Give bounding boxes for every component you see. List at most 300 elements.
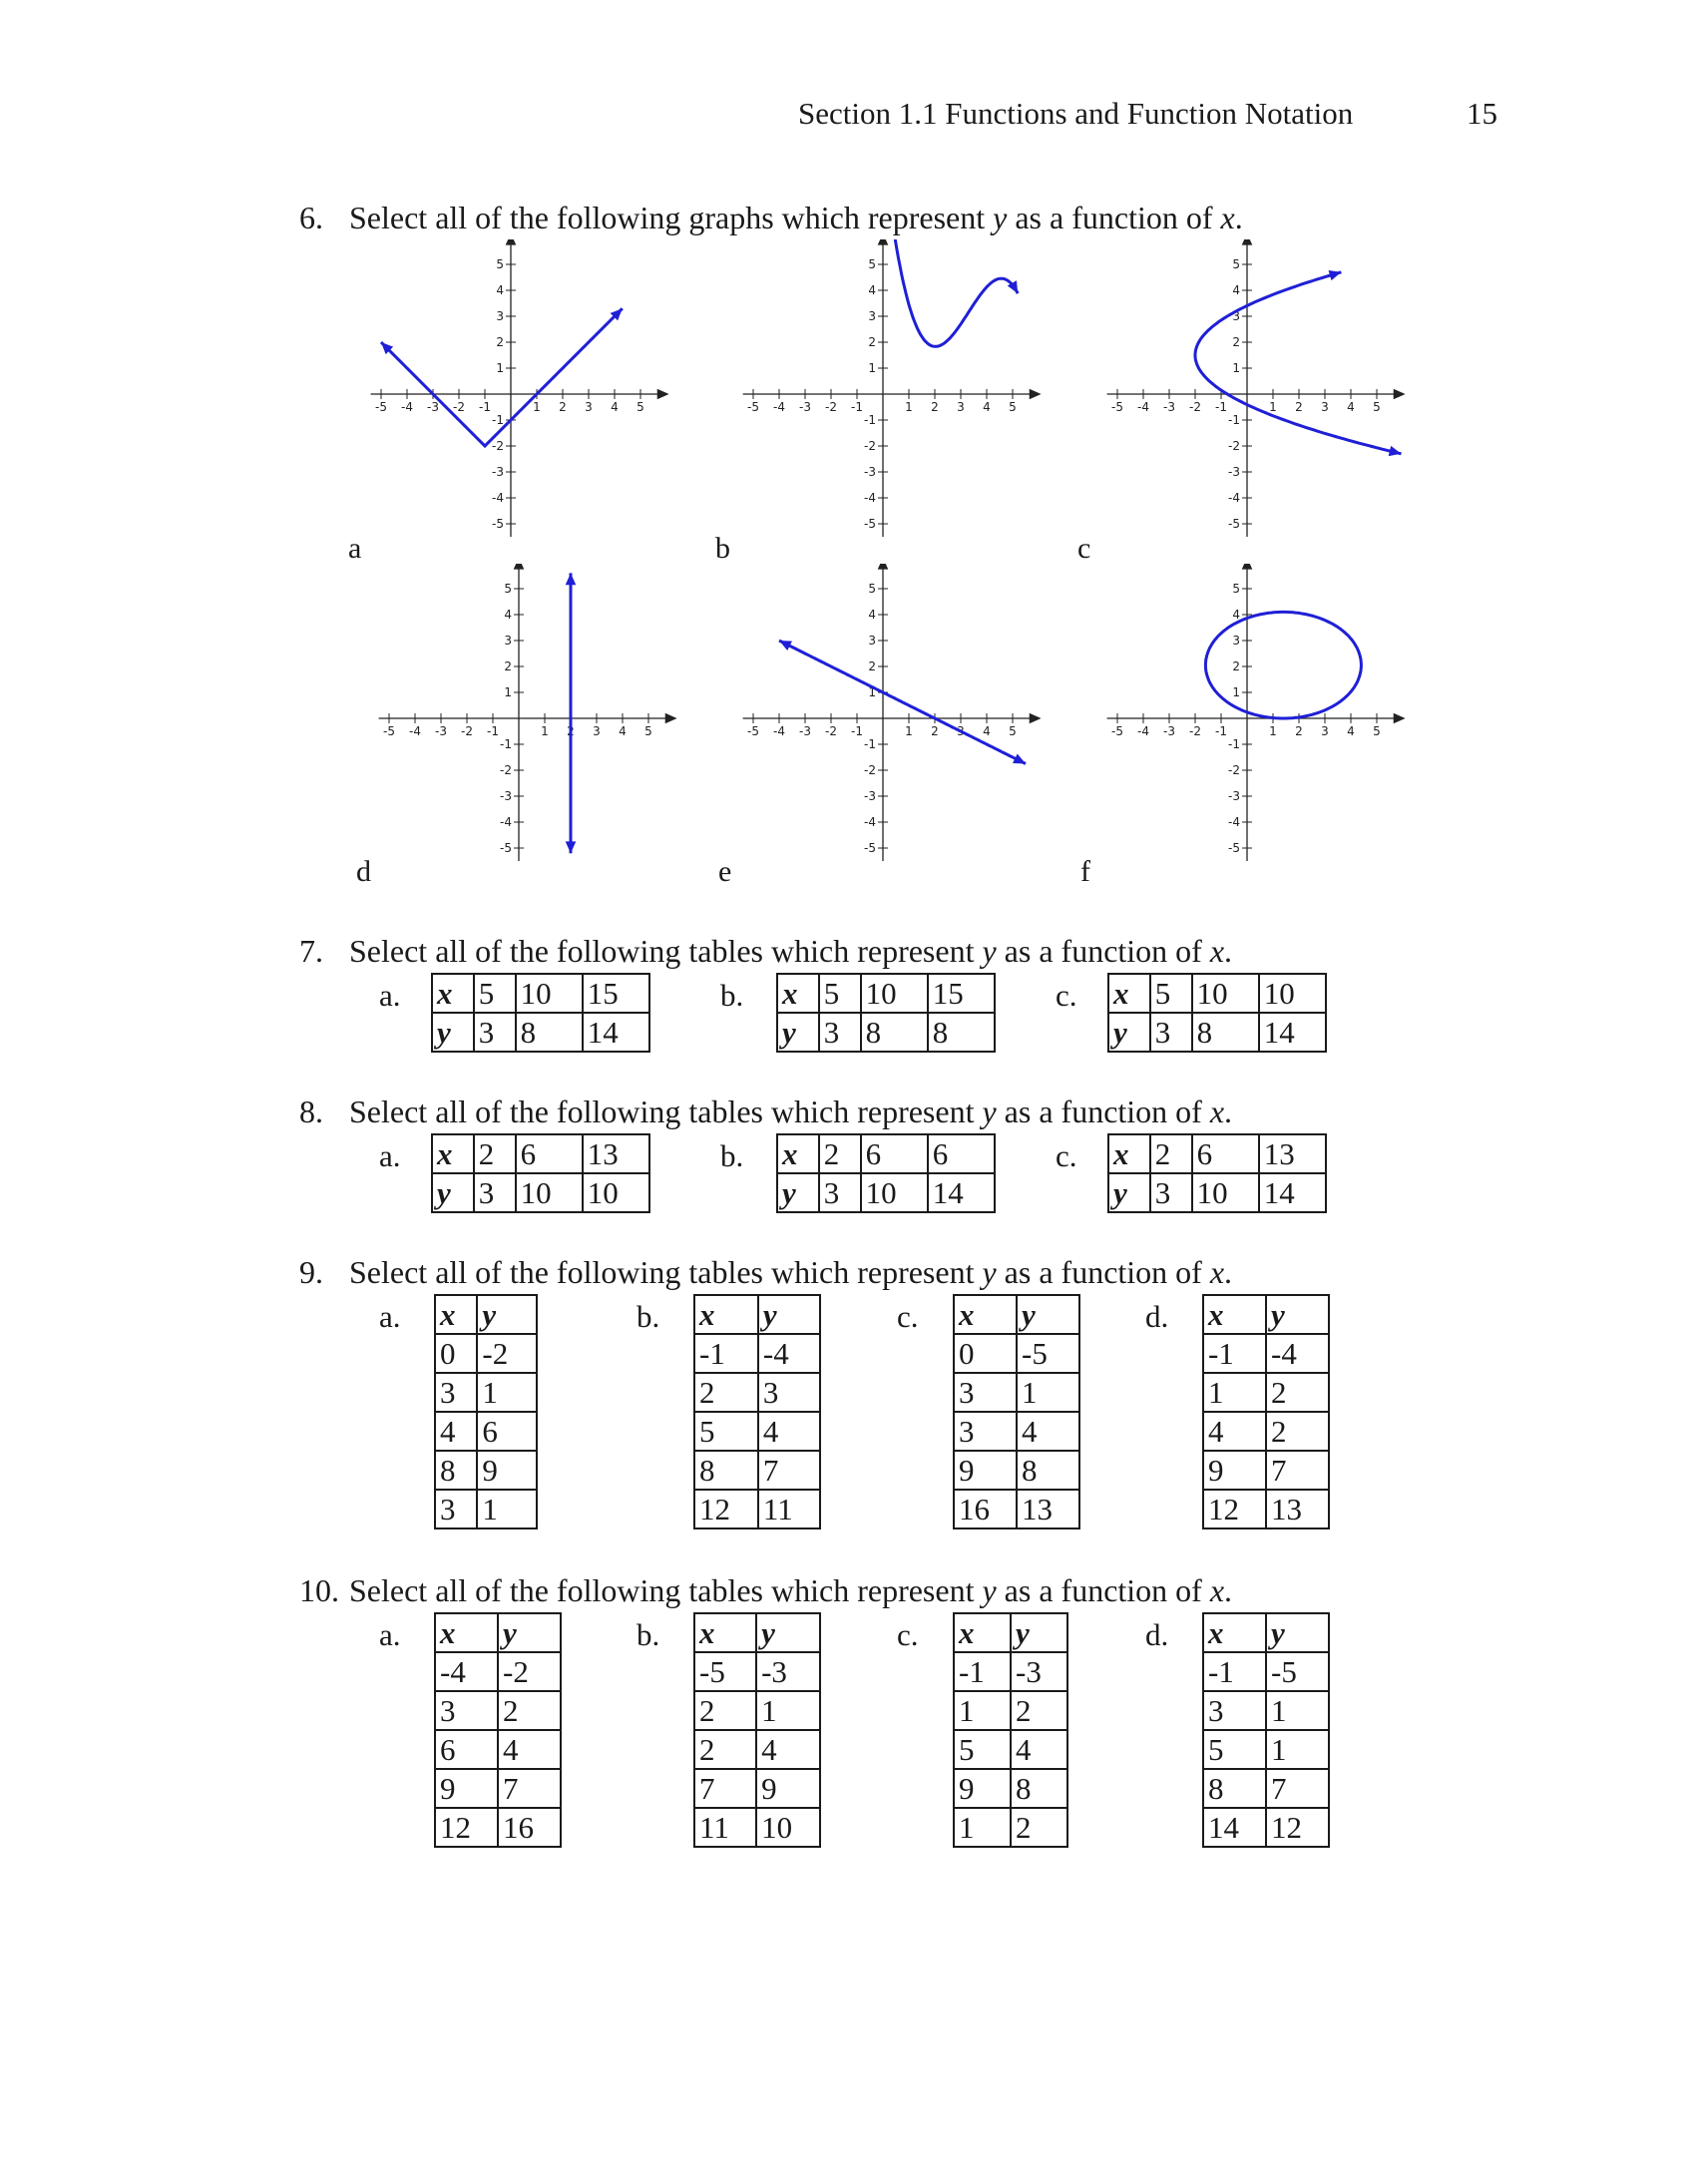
var-x: x	[1209, 1254, 1225, 1290]
table-row	[432, 1013, 649, 1052]
table-cell: 3	[819, 1173, 861, 1212]
table-cell: 2	[474, 1134, 516, 1173]
table-cell: 9	[954, 1451, 1017, 1490]
table-label: b.	[720, 978, 744, 1013]
page-number: 15	[1467, 96, 1497, 131]
table-cell: 4	[435, 1412, 477, 1451]
table-cell: 5	[1203, 1730, 1266, 1769]
sideways-parabola	[1195, 272, 1402, 454]
y-tick-label: 4	[1232, 608, 1240, 622]
y-tick-label: -4	[864, 491, 876, 505]
y-tick-label: -2	[492, 439, 504, 453]
table-label: a.	[379, 978, 401, 1013]
y-tick-label: -5	[1228, 517, 1240, 531]
table-header-row	[435, 1295, 537, 1334]
y-tick-label: -1	[1228, 737, 1240, 751]
question-number: 6.	[299, 200, 323, 235]
question-number: 10.	[299, 1572, 339, 1608]
y-tick-label: 5	[1232, 257, 1240, 271]
table-label: c.	[897, 1299, 919, 1334]
table-cell: 1	[1017, 1373, 1079, 1412]
table-cell: 8	[435, 1451, 477, 1490]
x-tick-label: 2	[1295, 400, 1303, 414]
table-cell: -1	[1203, 1652, 1266, 1691]
y-tick-label: -3	[500, 789, 512, 803]
table-cell: 2	[1266, 1412, 1329, 1451]
table-row	[954, 1334, 1079, 1373]
function-table-10b	[693, 1612, 821, 1848]
graph-a	[346, 239, 675, 549]
table-row	[1203, 1808, 1329, 1847]
question-text: Select all of the following tables which represent	[349, 1093, 983, 1129]
x-tick-label: 2	[1295, 724, 1303, 738]
y-tick-label: 5	[868, 582, 876, 596]
table-cell: -5	[1266, 1652, 1329, 1691]
x-tick-label: 4	[611, 400, 619, 414]
table-cell: y	[432, 1173, 474, 1212]
table-row	[435, 1769, 561, 1808]
table-cell: 0	[435, 1334, 477, 1373]
table-row	[694, 1334, 820, 1373]
y-tick-label: 1	[504, 685, 512, 699]
table-cell: 6	[435, 1730, 498, 1769]
table-cell: y	[1011, 1613, 1067, 1652]
table-cell: 8	[694, 1451, 758, 1490]
x-tick-label: 1	[1269, 400, 1277, 414]
table-cell: y	[777, 1013, 819, 1052]
y-tick-label: 2	[868, 335, 876, 349]
x-tick-label: -3	[427, 400, 439, 414]
table-cell: y	[1266, 1613, 1329, 1652]
table-cell: 1	[954, 1691, 1011, 1730]
table-cell: x	[954, 1613, 1011, 1652]
y-tick-label: -1	[864, 413, 876, 427]
table-cell: 12	[694, 1490, 758, 1529]
question-9	[299, 1254, 1232, 1291]
x-tick-label: 5	[1009, 724, 1017, 738]
table-cell: x	[435, 1295, 477, 1334]
table-cell: x	[777, 1134, 819, 1173]
y-tick-label: -2	[864, 763, 876, 777]
table-cell: 10	[583, 1173, 649, 1212]
y-tick-label: -2	[1228, 763, 1240, 777]
cubic-curve	[774, 239, 1018, 346]
table-cell: 12	[435, 1808, 498, 1847]
var-x: x	[1209, 1572, 1225, 1608]
table-cell: -4	[1266, 1334, 1329, 1373]
question-text: Select all of the following tables which represent	[349, 1572, 983, 1608]
x-tick-label: -5	[383, 724, 395, 738]
table-cell: -5	[1017, 1334, 1079, 1373]
x-tick-label: 4	[983, 724, 991, 738]
question-text-mid: as a function of	[996, 1093, 1210, 1129]
table-row	[777, 1013, 995, 1052]
graph-f	[1082, 564, 1412, 873]
table-row	[954, 1691, 1067, 1730]
table-row	[954, 1730, 1067, 1769]
coordinate-axes	[1107, 564, 1412, 861]
table-cell: 3	[435, 1373, 477, 1412]
table-row	[1108, 974, 1326, 1013]
y-tick-label: -4	[1228, 815, 1240, 829]
x-tick-label: -5	[1111, 400, 1123, 414]
y-tick-label: -5	[864, 841, 876, 855]
x-tick-label: -1	[851, 400, 863, 414]
table-row	[694, 1490, 820, 1529]
table-cell: 16	[498, 1808, 561, 1847]
graph-e	[718, 564, 1048, 873]
y-tick-label: -4	[864, 815, 876, 829]
table-row	[694, 1412, 820, 1451]
y-tick-label: -2	[500, 763, 512, 777]
table-row	[1108, 1134, 1326, 1173]
table-row	[694, 1730, 820, 1769]
coordinate-axes	[379, 564, 683, 861]
x-tick-label: 4	[619, 724, 627, 738]
table-header-row	[435, 1613, 561, 1652]
function-table-9a	[434, 1294, 538, 1529]
table-cell: 10	[756, 1808, 820, 1847]
x-tick-label: -5	[1111, 724, 1123, 738]
table-cell: 8	[928, 1013, 995, 1052]
table-cell: 2	[498, 1691, 561, 1730]
y-axis-arrow-icon	[1242, 564, 1253, 570]
table-cell: x	[1203, 1295, 1266, 1334]
x-tick-label: 3	[1321, 724, 1329, 738]
table-row	[435, 1451, 537, 1490]
question-text-end: .	[1224, 1093, 1233, 1129]
x-axis-arrow-icon	[1030, 713, 1042, 724]
table-cell: y	[777, 1173, 819, 1212]
coordinate-axes	[743, 239, 1048, 537]
table-label: d.	[1145, 1299, 1169, 1334]
coordinate-axes	[1107, 239, 1412, 537]
table-cell: 9	[435, 1769, 498, 1808]
coordinate-axes	[743, 564, 1048, 861]
y-tick-label: 2	[868, 659, 876, 673]
var-x: x	[1209, 933, 1225, 969]
table-cell: -1	[954, 1652, 1011, 1691]
question-text: Select all of the following tables which represent	[349, 1254, 983, 1290]
table-label: a.	[379, 1617, 401, 1652]
question-number: 7.	[299, 933, 323, 969]
x-tick-label: 2	[931, 724, 939, 738]
table-cell: x	[435, 1613, 498, 1652]
y-tick-label: 1	[1232, 361, 1240, 375]
x-tick-label: 5	[644, 724, 652, 738]
x-tick-label: -2	[461, 724, 473, 738]
table-row	[1203, 1451, 1329, 1490]
y-axis-arrow-icon	[1242, 239, 1253, 245]
question-10	[299, 1572, 1232, 1609]
table-cell: 10	[1192, 1173, 1259, 1212]
y-tick-label: 5	[496, 257, 504, 271]
table-cell: 6	[1192, 1134, 1259, 1173]
y-tick-label: -5	[864, 517, 876, 531]
function-table-9d	[1202, 1294, 1330, 1529]
table-cell: 3	[1150, 1013, 1192, 1052]
table-cell: 1	[954, 1808, 1011, 1847]
table-cell: 2	[1011, 1808, 1067, 1847]
table-cell: 8	[861, 1013, 928, 1052]
table-row	[435, 1490, 537, 1529]
x-tick-label: -1	[487, 724, 499, 738]
x-tick-label: -1	[1215, 724, 1227, 738]
table-cell: y	[1108, 1173, 1150, 1212]
function-table-10c	[953, 1612, 1068, 1848]
table-cell: -1	[694, 1334, 758, 1373]
table-cell: 12	[1203, 1490, 1266, 1529]
table-cell: 3	[435, 1490, 477, 1529]
x-tick-label: 1	[533, 400, 541, 414]
table-cell: 1	[477, 1373, 537, 1412]
function-table-10d	[1202, 1612, 1330, 1848]
table-header-row	[954, 1613, 1067, 1652]
x-tick-label: -4	[1137, 724, 1149, 738]
table-label: c.	[897, 1617, 919, 1652]
table-cell: 0	[954, 1334, 1017, 1373]
table-cell: -4	[435, 1652, 498, 1691]
y-tick-label: -3	[1228, 465, 1240, 479]
table-cell: y	[432, 1013, 474, 1052]
y-tick-label: -1	[1228, 413, 1240, 427]
table-row	[435, 1730, 561, 1769]
y-tick-label: -1	[500, 737, 512, 751]
table-row	[1203, 1652, 1329, 1691]
y-tick-label: -1	[492, 413, 504, 427]
table-row	[777, 974, 995, 1013]
y-tick-label: 5	[1232, 582, 1240, 596]
table-cell: 5	[694, 1412, 758, 1451]
x-axis-arrow-icon	[657, 389, 669, 400]
table-cell: 9	[954, 1769, 1011, 1808]
table-row	[435, 1691, 561, 1730]
question-text-end: .	[1224, 933, 1233, 969]
function-table-9b	[693, 1294, 821, 1529]
var-y: y	[982, 1572, 997, 1608]
y-tick-label: 1	[868, 685, 876, 699]
table-cell: 3	[1203, 1691, 1266, 1730]
table-row	[435, 1412, 537, 1451]
table-cell: -2	[498, 1652, 561, 1691]
table-label: d.	[1145, 1617, 1169, 1652]
y-tick-label: 4	[504, 608, 512, 622]
y-tick-label: 3	[1232, 309, 1240, 323]
y-tick-label: 1	[1232, 685, 1240, 699]
table-row	[954, 1769, 1067, 1808]
var-y: y	[982, 1254, 997, 1290]
x-tick-label: -4	[773, 400, 785, 414]
table-cell: y	[477, 1295, 537, 1334]
table-cell: 1	[756, 1691, 820, 1730]
table-row	[954, 1373, 1079, 1412]
x-tick-label: -4	[409, 724, 421, 738]
function-table-9c	[953, 1294, 1080, 1529]
graph-label-d: d	[356, 855, 371, 888]
decreasing-line	[779, 641, 1026, 764]
y-tick-label: 3	[504, 634, 512, 648]
x-tick-label: -5	[375, 400, 387, 414]
x-tick-label: 2	[559, 400, 567, 414]
table-row	[954, 1490, 1079, 1529]
coordinate-axes	[371, 239, 675, 537]
x-tick-label: 4	[1347, 400, 1355, 414]
y-tick-label: -5	[500, 841, 512, 855]
function-table-8a	[431, 1133, 650, 1213]
table-row	[777, 1173, 995, 1212]
table-cell: 3	[1150, 1173, 1192, 1212]
table-row	[694, 1451, 820, 1490]
table-cell: 14	[928, 1173, 995, 1212]
x-tick-label: -3	[1163, 400, 1175, 414]
table-cell: x	[432, 974, 474, 1013]
table-cell: 11	[758, 1490, 820, 1529]
y-tick-label: -3	[864, 789, 876, 803]
table-label: b.	[636, 1299, 660, 1334]
question-7	[299, 933, 1232, 970]
y-axis-arrow-icon	[878, 564, 889, 570]
y-tick-label: 5	[868, 257, 876, 271]
var-y: y	[982, 1093, 997, 1129]
y-tick-label: 3	[868, 634, 876, 648]
y-tick-label: 2	[496, 335, 504, 349]
table-row	[435, 1652, 561, 1691]
x-tick-label: 5	[636, 400, 644, 414]
table-cell: 13	[1266, 1490, 1329, 1529]
question-text-mid: as a function of	[996, 1572, 1210, 1608]
table-header-row	[1203, 1613, 1329, 1652]
x-tick-label: -1	[1215, 400, 1227, 414]
x-tick-label: 5	[1373, 724, 1381, 738]
table-cell: 4	[756, 1730, 820, 1769]
table-cell: 8	[1017, 1451, 1079, 1490]
table-cell: 2	[1011, 1691, 1067, 1730]
table-cell: 2	[1266, 1373, 1329, 1412]
y-tick-label: -4	[1228, 491, 1240, 505]
question-text-end: .	[1224, 1254, 1233, 1290]
table-cell: 8	[1011, 1769, 1067, 1808]
table-row	[954, 1412, 1079, 1451]
table-cell: x	[954, 1295, 1017, 1334]
table-cell: 10	[516, 974, 583, 1013]
table-cell: -5	[694, 1652, 756, 1691]
x-tick-label: -2	[825, 724, 837, 738]
table-cell: y	[1266, 1295, 1329, 1334]
table-row	[1203, 1730, 1329, 1769]
x-tick-label: 1	[905, 400, 913, 414]
curve-arrow-icon	[566, 841, 577, 853]
table-label: c.	[1056, 978, 1077, 1013]
table-cell: 4	[1203, 1412, 1266, 1451]
curve-arrow-icon	[566, 573, 577, 585]
y-axis-arrow-icon	[514, 564, 525, 570]
table-cell: 3	[758, 1373, 820, 1412]
y-tick-label: -4	[500, 815, 512, 829]
table-cell: 2	[694, 1373, 758, 1412]
x-tick-label: 3	[1321, 400, 1329, 414]
table-cell: x	[777, 974, 819, 1013]
x-tick-label: -3	[435, 724, 447, 738]
table-row	[694, 1769, 820, 1808]
function-table-10a	[434, 1612, 562, 1848]
x-tick-label: 1	[905, 724, 913, 738]
y-tick-label: -3	[492, 465, 504, 479]
table-cell: -3	[1011, 1652, 1067, 1691]
table-cell: 1	[477, 1490, 537, 1529]
table-cell: 7	[758, 1451, 820, 1490]
y-axis-arrow-icon	[506, 239, 517, 245]
table-cell: x	[1203, 1613, 1266, 1652]
table-cell: 3	[474, 1173, 516, 1212]
question-8	[299, 1093, 1232, 1130]
x-tick-label: -4	[1137, 400, 1149, 414]
x-tick-label: -2	[1189, 724, 1201, 738]
table-cell: 4	[1011, 1730, 1067, 1769]
table-cell: 10	[1192, 974, 1259, 1013]
table-row	[777, 1134, 995, 1173]
table-row	[1203, 1691, 1329, 1730]
table-cell: 15	[583, 974, 649, 1013]
table-header-row	[694, 1613, 820, 1652]
y-tick-label: 4	[496, 283, 504, 297]
function-table-7c	[1107, 973, 1327, 1053]
x-tick-label: -2	[1189, 400, 1201, 414]
table-label: a.	[379, 1299, 401, 1334]
y-tick-label: -2	[864, 439, 876, 453]
table-cell: 8	[516, 1013, 583, 1052]
table-cell: 9	[756, 1769, 820, 1808]
x-tick-label: 2	[931, 400, 939, 414]
y-tick-label: 2	[1232, 335, 1240, 349]
table-cell: y	[758, 1295, 820, 1334]
table-cell: 13	[583, 1134, 649, 1173]
y-tick-label: -5	[1228, 841, 1240, 855]
y-tick-label: -3	[1228, 789, 1240, 803]
table-cell: 4	[498, 1730, 561, 1769]
graph-canvas	[346, 239, 675, 549]
x-tick-label: 3	[593, 724, 601, 738]
table-cell: y	[756, 1613, 820, 1652]
table-row	[432, 1173, 649, 1212]
function-table-7a	[431, 973, 650, 1053]
table-cell: 4	[1017, 1412, 1079, 1451]
table-cell: 6	[928, 1134, 995, 1173]
table-row	[1203, 1334, 1329, 1373]
table-row	[954, 1451, 1079, 1490]
table-cell: 2	[819, 1134, 861, 1173]
table-cell: 3	[954, 1373, 1017, 1412]
table-row	[435, 1373, 537, 1412]
question-text: Select all of the following graphs which represent	[349, 200, 994, 235]
table-header-row	[694, 1295, 820, 1334]
y-tick-label: -2	[1228, 439, 1240, 453]
table-row	[435, 1334, 537, 1373]
table-cell: 6	[477, 1412, 537, 1451]
table-cell: 10	[861, 974, 928, 1013]
table-row	[432, 1134, 649, 1173]
table-cell: 5	[1150, 974, 1192, 1013]
table-cell: x	[1108, 1134, 1150, 1173]
table-cell: y	[1108, 1013, 1150, 1052]
table-cell: 7	[1266, 1769, 1329, 1808]
graph-canvas	[718, 239, 1048, 549]
table-cell: x	[432, 1134, 474, 1173]
graph-canvas	[1082, 239, 1412, 549]
x-axis-arrow-icon	[665, 713, 677, 724]
var-y: y	[982, 933, 997, 969]
x-tick-label: -5	[747, 400, 759, 414]
x-tick-label: -4	[401, 400, 413, 414]
